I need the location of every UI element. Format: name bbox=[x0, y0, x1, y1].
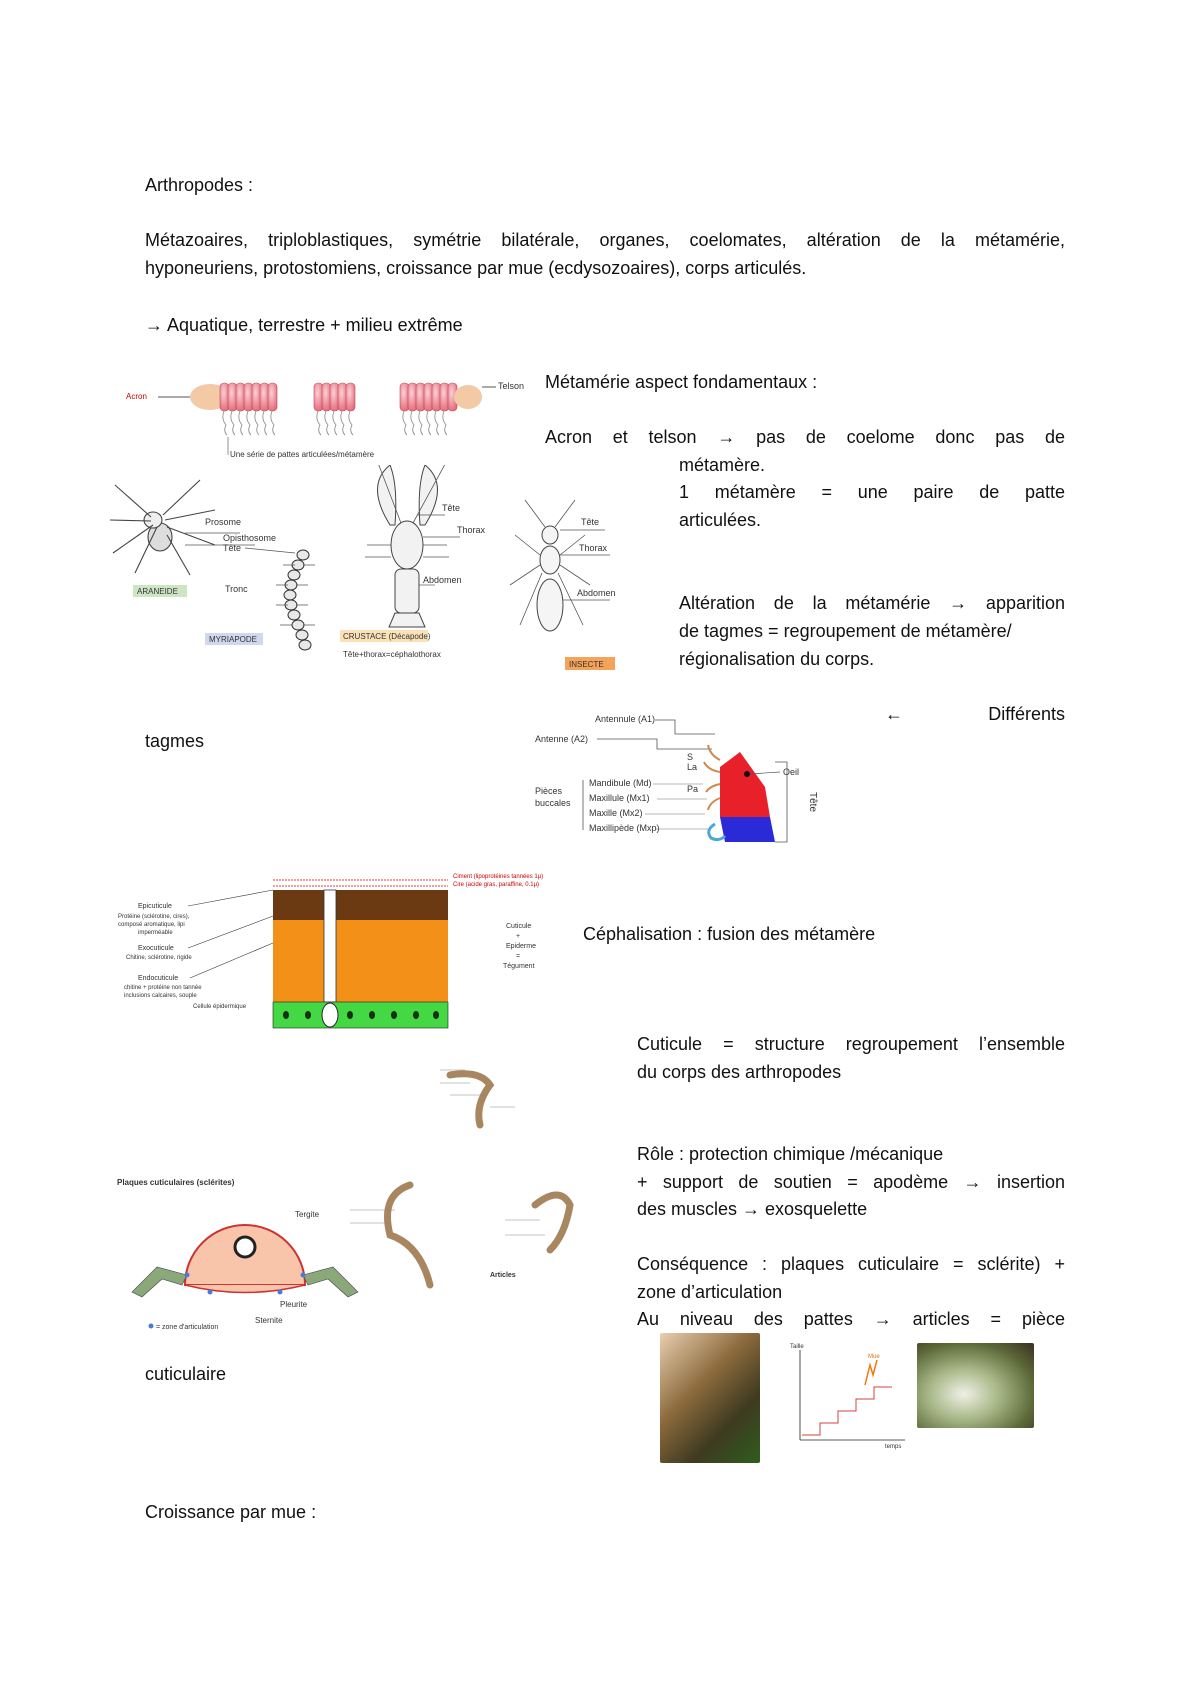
tete-vertical-label: Tête bbox=[807, 792, 818, 813]
epicuticle-layer bbox=[273, 890, 448, 920]
opisthosome-label: Opisthosome bbox=[223, 533, 277, 543]
crustace-tete-label: Tête bbox=[442, 503, 461, 513]
acron-line-2: métamère. bbox=[679, 455, 766, 475]
cuticule-line-2: du corps des arthropodes bbox=[637, 1062, 842, 1082]
insect-drawing bbox=[537, 526, 563, 631]
pleurite-label: Pleurite bbox=[280, 1300, 308, 1309]
epi-desc-1: Protéine (sclérotine, cires), bbox=[118, 914, 190, 920]
insecte-abdomen-label: Abdomen bbox=[577, 588, 616, 598]
differents-line: ← Différents bbox=[885, 704, 1065, 724]
pattes-series-label: Une série de pattes articulées/métamère bbox=[230, 450, 375, 459]
consequence-line-2: zone d’articulation bbox=[637, 1282, 783, 1302]
mandibule-label: Mandibule (Md) bbox=[589, 778, 652, 788]
endo-desc-2: inclusions calcaires, souple bbox=[124, 993, 197, 999]
articles-label: Articles bbox=[490, 1272, 516, 1279]
page-title: Arthropodes : bbox=[145, 175, 254, 195]
cire-label: Cire (acide gras, paraffine, 0.1µ) bbox=[453, 882, 540, 888]
spider-drawing bbox=[110, 480, 215, 575]
metamerie-heading: Métamérie aspect fondamentaux : bbox=[545, 372, 818, 392]
tegument-4: = bbox=[516, 953, 521, 960]
crustace-label: CRUSTACE (Décapode) bbox=[343, 632, 431, 641]
habitat-line: → Aquatique, terrestre + milieu extrême bbox=[145, 315, 463, 335]
role-line-3: des muscles → exosquelette bbox=[637, 1199, 868, 1219]
insecte-tete-label: Tête bbox=[581, 517, 600, 527]
pa-label: Pa bbox=[687, 784, 699, 794]
antenne-label: Antenne (A2) bbox=[535, 734, 589, 744]
zone-label: = zone d'articulation bbox=[156, 1324, 219, 1331]
myriapode-label: MYRIAPODE bbox=[209, 635, 258, 644]
growth-step-chart bbox=[790, 1340, 910, 1450]
head-red-part bbox=[720, 752, 770, 817]
maxillipede-label: Maxillipède (Mxp) bbox=[589, 823, 660, 833]
alteration-line-1: Altération de la métamérie → apparition bbox=[679, 593, 1065, 613]
exocuticule-label: Exocuticule bbox=[138, 945, 174, 952]
acron-line-1: Acron et telson → pas de coelome donc pas de bbox=[545, 427, 1065, 447]
mue-label: Mue bbox=[868, 1354, 880, 1360]
la-label: La bbox=[687, 762, 698, 772]
cuticle-section-figure bbox=[118, 868, 563, 1033]
crayfish-drawing bbox=[378, 465, 438, 627]
segment-hole bbox=[235, 1237, 255, 1257]
insecte-thorax-label: Thorax bbox=[579, 543, 608, 553]
epidermis-layer bbox=[273, 1002, 448, 1028]
consequence-line-1: Conséquence : plaques cuticulaire = sclérite) + bbox=[637, 1254, 1065, 1274]
telson-label: Telson bbox=[498, 381, 525, 391]
cephalothorax-label: Tête+thorax=céphalothorax bbox=[343, 650, 441, 659]
crustace-abdomen-label: Abdomen bbox=[423, 575, 462, 585]
plaques-title: Plaques cuticulaires (sclérites) bbox=[117, 1178, 235, 1187]
tegument-5: Tégument bbox=[503, 963, 535, 970]
role-line-1: Rôle : protection chimique /mécanique bbox=[637, 1144, 944, 1164]
tagmes-figure bbox=[105, 465, 645, 715]
antennule-label: Antennule (A1) bbox=[595, 714, 656, 724]
araneide-label: ARANEIDE bbox=[137, 587, 178, 596]
metamere-line-1: 1 métamère = une paire de patte bbox=[679, 482, 1065, 502]
sclerite-figure bbox=[115, 1175, 365, 1335]
articles-figure bbox=[350, 1055, 610, 1295]
insecte-label: INSECTE bbox=[569, 660, 604, 669]
s-label: S bbox=[687, 752, 694, 762]
temps-label: temps bbox=[885, 1444, 902, 1450]
myriapod-tete-label: Tête bbox=[223, 543, 242, 553]
role-line-2: + support de soutien = apodème → insertion bbox=[637, 1172, 1065, 1192]
taille-label: Taille bbox=[790, 1344, 804, 1350]
sternite-label: Sternite bbox=[255, 1316, 283, 1325]
crustace-thorax-label: Thorax bbox=[457, 525, 486, 535]
eye-dot bbox=[744, 771, 750, 777]
oeil-label: Oeil bbox=[783, 767, 800, 777]
metameres-figure bbox=[118, 375, 538, 465]
pattes-line: Au niveau des pattes → articles = pièce bbox=[637, 1309, 1065, 1329]
epi-desc-2: composé aromatique, lipi bbox=[118, 922, 185, 928]
croissance-heading: Croissance par mue : bbox=[145, 1502, 317, 1522]
exo-desc: Chitine, sclérotine, rigide bbox=[126, 955, 192, 961]
cellule-label: Cellule épidermique bbox=[193, 1004, 247, 1010]
cephalisation-line: Céphalisation : fusion des métamère bbox=[583, 924, 876, 944]
maxille-label: Maxille (Mx2) bbox=[589, 808, 643, 818]
cuticulaire-line: cuticulaire bbox=[145, 1364, 227, 1384]
tegument-2: + bbox=[516, 933, 521, 940]
acron-label: Acron bbox=[126, 392, 147, 401]
intro-line-1: Métazoaires, triploblastiques, symétrie bilatérale, organes, coelomates, altération de la métamérie, bbox=[145, 230, 1065, 250]
intro-line-2: hyponeuriens, protostomiens, croissance par mue (ecdysozoaires), corps articulés. bbox=[145, 258, 807, 278]
molting-photo-1 bbox=[660, 1333, 760, 1463]
maxillule-label: Maxillule (Mx1) bbox=[589, 793, 650, 803]
epicuticule-label: Epicuticule bbox=[138, 903, 172, 910]
endocuticule-label: Endocuticule bbox=[138, 975, 179, 982]
pieces-line-2: buccales bbox=[535, 798, 571, 808]
epi-desc-3: imperméable bbox=[138, 930, 173, 936]
tagmes-line: tagmes bbox=[145, 731, 205, 751]
molting-photo-2 bbox=[917, 1343, 1034, 1428]
cuticule-line-1: Cuticule = structure regroupement l’ensemble bbox=[637, 1034, 1065, 1054]
ciment-label: Ciment (lipoprotéines tannées 1µ) bbox=[453, 874, 544, 880]
head-blue-part bbox=[720, 817, 775, 842]
metamere-line-2: articulées. bbox=[679, 510, 762, 530]
tegument-1: Cuticule bbox=[506, 923, 532, 930]
alteration-line-3: régionalisation du corps. bbox=[679, 649, 875, 669]
alteration-line-2: de tagmes = regroupement de métamère/ bbox=[679, 621, 1012, 641]
endo-desc-1: chitine + protéine non tannée bbox=[124, 985, 202, 991]
exocuticle-layer bbox=[273, 920, 448, 1002]
tegument-3: Epiderme bbox=[506, 943, 536, 950]
tronc-label: Tronc bbox=[225, 584, 248, 594]
pieces-line-1: Pièces bbox=[535, 786, 563, 796]
tergite-label: Tergite bbox=[295, 1210, 320, 1219]
prosome-label: Prosome bbox=[205, 517, 242, 527]
head-appendages-figure bbox=[525, 712, 860, 852]
left-leg bbox=[132, 1267, 187, 1297]
